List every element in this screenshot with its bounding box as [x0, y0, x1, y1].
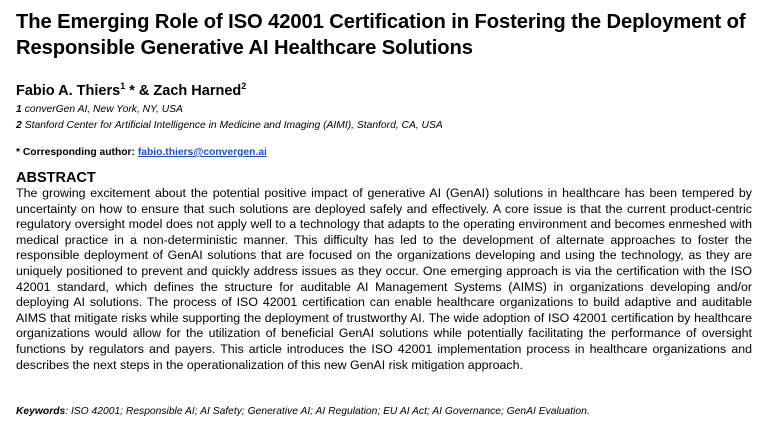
abstract-text: The growing excitement about the potential positive impact of generative AI (GenAI) solutions in healthcare has been tempered by uncertainty on how to ensure that such solutions are deployed safely and effectively. A core issue is that the current product-centric regulatory oversight model does not apply well to a technology that adapts to the operating environment and becomes enmeshed with medical practice in a non-deterministic manner. This difficulty has led to the development of alternate approaches to foster the responsible deployment of GenAI solutions that are focused on the organizations developing and using the technology, as they are uniquely positioned to prevent and quickly address issues as they occur. One emerging approach is via the certification with the ISO 42001 standard, which defines the structure for auditable AI Management Systems (AIMS) in organizations developing and/or deploying AI solutions. The process of ISO 42001 certification can enable healthcare organizations to build adaptive and auditable AIMS that mitigate risks while supporting the deployment of trustworthy AI. The wide adoption of ISO 42001 certification by healthcare organizations would allow for the utilization of beneficial GenAI solutions while potentially facilitating the performance of oversight functions by regulators and payers. This article introduces the ISO 42001 implementation process in healthcare organizations and describes the next steps in the operationalization of this new GenAI risk mitigation approach. — [16, 186, 752, 372]
corresponding-author-email-link[interactable]: fabio.thiers@convergen.ai — [137, 147, 267, 158]
author-connector: & — [138, 83, 154, 99]
corresponding-author-label: * Corresponding author: — [16, 147, 138, 158]
keywords-list: : ISO 42001; Responsible AI; AI Safety; Generative AI; AI Regulation; EU AI Act; AI Governance; GenAI Evaluation. — [65, 406, 590, 417]
affiliation — [16, 119, 443, 132]
affiliation-marker: 1 — [120, 81, 126, 91]
keywords-label: Keywords — [16, 406, 66, 417]
abstract-heading: ABSTRACT — [16, 170, 96, 186]
keywords — [16, 405, 756, 418]
author-name: Fabio A. Thiers — [16, 83, 121, 99]
author-line — [16, 82, 246, 100]
affiliation-text: Stanford Center for Artificial Intelligence in Medicine and Imaging (AIMI), Stanford, CA, USA — [24, 120, 443, 131]
affiliation-number: 1 — [16, 104, 22, 115]
affiliation-number: 2 — [16, 120, 22, 131]
paper-title: The Emerging Role of ISO 42001 Certification in Fostering the Deployment of Responsible Generative AI Healthcare Solutions — [16, 11, 746, 59]
affiliation-marker: 2 — [241, 81, 247, 91]
corresponding-marker: * — [125, 83, 139, 99]
affiliation-text: converGen AI, New York, NY, USA — [24, 104, 183, 115]
affiliation — [16, 103, 183, 116]
author-name: Zach Harned — [153, 83, 242, 99]
corresponding-author — [16, 146, 267, 159]
